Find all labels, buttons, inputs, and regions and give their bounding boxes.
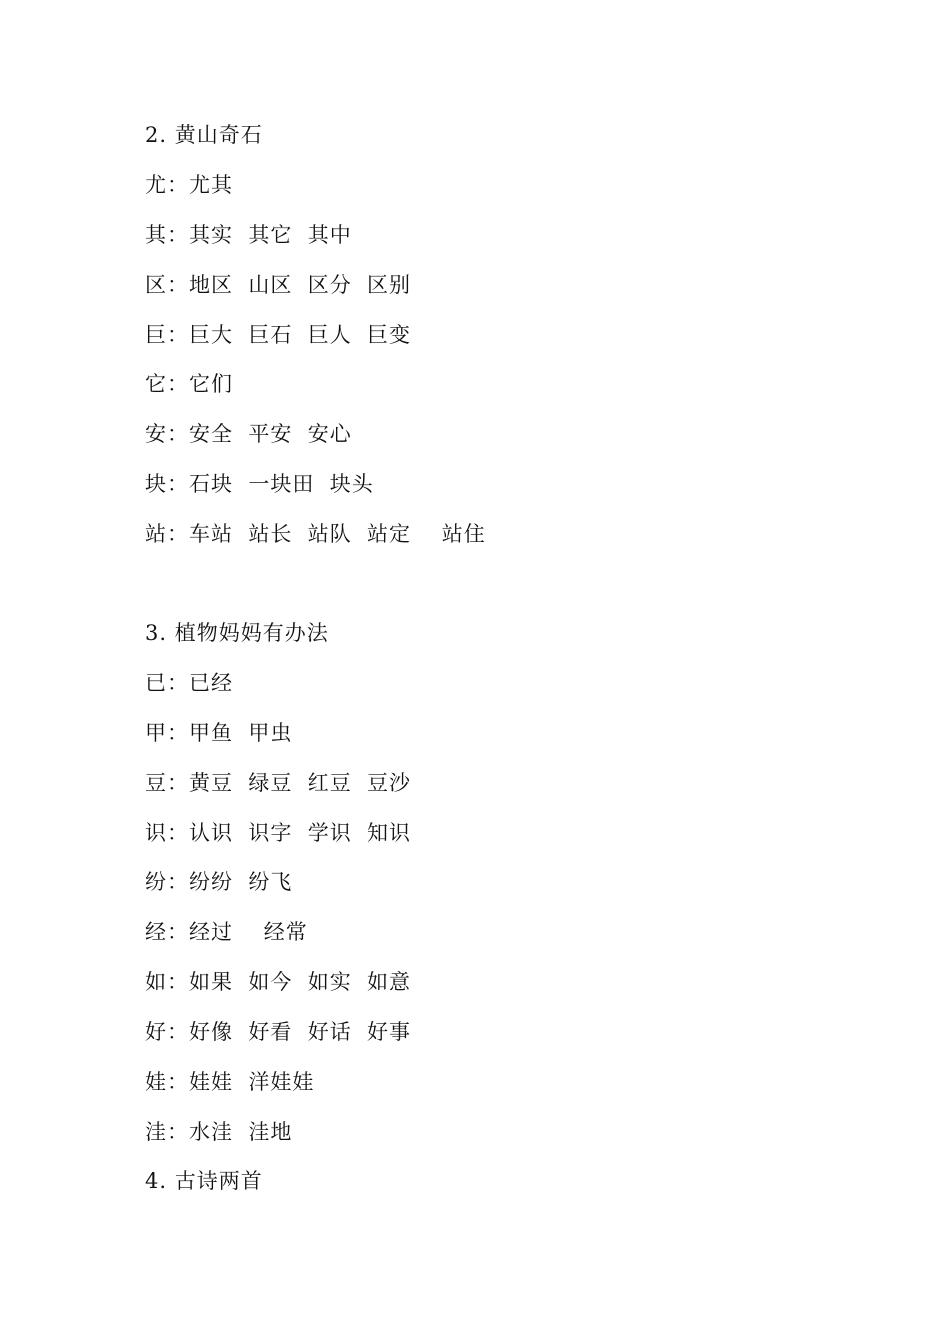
vocab-char: 好： bbox=[145, 1020, 189, 1044]
vocab-words: 娃娃 洋娃娃 bbox=[189, 1070, 315, 1094]
vocab-words: 石块 一块田 块头 bbox=[189, 472, 374, 496]
vocab-char: 巨： bbox=[145, 323, 189, 347]
vocab-entry bbox=[145, 968, 411, 996]
vocab-char: 安： bbox=[145, 422, 189, 446]
vocab-char: 块： bbox=[145, 472, 189, 496]
vocab-char: 区： bbox=[145, 273, 189, 297]
vocab-char: 已： bbox=[145, 671, 189, 695]
vocab-entry bbox=[145, 868, 292, 896]
vocab-entry bbox=[145, 370, 233, 398]
section-heading: 2. 黄山奇石 bbox=[145, 123, 263, 147]
vocab-entry bbox=[145, 470, 374, 498]
vocab-words: 好像 好看 好话 好事 bbox=[189, 1020, 412, 1044]
vocab-char: 洼： bbox=[145, 1120, 189, 1144]
vocab-char: 识： bbox=[145, 821, 189, 845]
vocab-char: 经： bbox=[145, 920, 189, 944]
vocab-entry bbox=[145, 1068, 314, 1096]
vocab-char: 甲： bbox=[145, 721, 189, 745]
vocab-words: 其实 其它 其中 bbox=[189, 223, 352, 247]
vocab-entry bbox=[145, 271, 411, 299]
vocab-char: 其： bbox=[145, 223, 189, 247]
vocab-words: 甲鱼 甲虫 bbox=[189, 721, 293, 745]
vocab-words: 已经 bbox=[189, 671, 233, 695]
vocab-entry bbox=[145, 1018, 411, 1046]
vocab-entry bbox=[145, 669, 233, 697]
vocab-words: 尤其 bbox=[189, 173, 233, 197]
vocab-char: 站： bbox=[145, 522, 189, 546]
vocab-entry bbox=[145, 918, 308, 946]
vocab-words: 认识 识字 学识 知识 bbox=[189, 821, 412, 845]
vocab-entry bbox=[145, 769, 411, 797]
vocab-entry bbox=[145, 1118, 292, 1146]
vocab-entry bbox=[145, 520, 486, 548]
vocab-entry bbox=[145, 221, 352, 249]
vocab-char: 娃： bbox=[145, 1070, 189, 1094]
vocab-char: 尤： bbox=[145, 173, 189, 197]
vocab-char: 纷： bbox=[145, 870, 189, 894]
section-heading: 4. 古诗两首 bbox=[145, 1169, 263, 1193]
vocab-entry bbox=[145, 719, 292, 747]
vocab-entry bbox=[145, 819, 411, 847]
vocab-words: 地区 山区 区分 区别 bbox=[189, 273, 412, 297]
section-heading: 3. 植物妈妈有办法 bbox=[145, 621, 329, 645]
vocab-words: 车站 站长 站队 站定 站住 bbox=[189, 522, 486, 546]
vocab-words: 如果 如今 如实 如意 bbox=[189, 970, 412, 994]
vocab-entry bbox=[145, 420, 352, 448]
vocab-words: 纷纷 纷飞 bbox=[189, 870, 293, 894]
vocab-words: 它们 bbox=[189, 372, 233, 396]
vocab-char: 如： bbox=[145, 970, 189, 994]
vocab-char: 豆： bbox=[145, 771, 189, 795]
vocab-words: 水洼 洼地 bbox=[189, 1120, 293, 1144]
vocab-char: 它： bbox=[145, 372, 189, 396]
vocab-words: 黄豆 绿豆 红豆 豆沙 bbox=[189, 771, 412, 795]
vocab-words: 经过 经常 bbox=[189, 920, 308, 944]
vocab-words: 安全 平安 安心 bbox=[189, 422, 352, 446]
vocab-entry bbox=[145, 171, 233, 199]
vocab-words: 巨大 巨石 巨人 巨变 bbox=[189, 323, 412, 347]
vocab-entry bbox=[145, 321, 411, 349]
